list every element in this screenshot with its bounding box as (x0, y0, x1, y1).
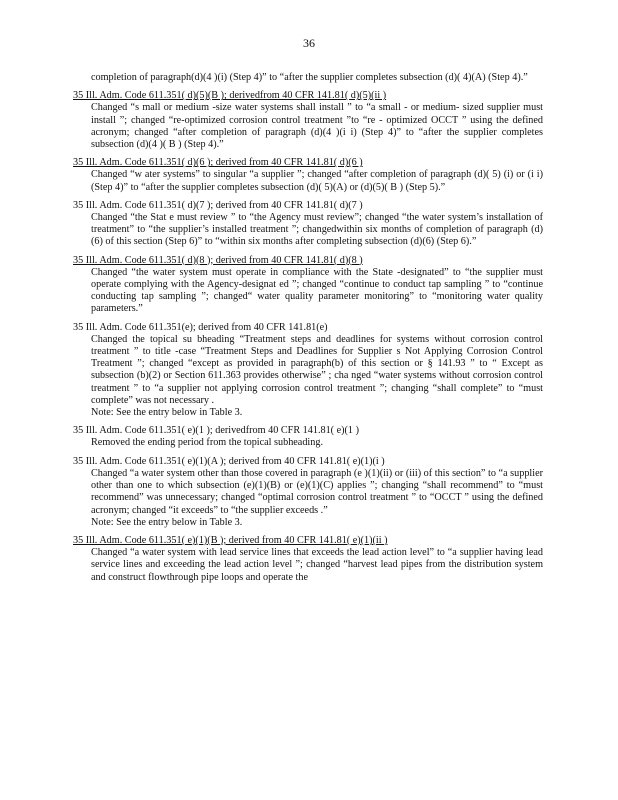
table-entry (73, 90, 543, 151)
entry-body: Changed “a water system other than those covered in paragraph (e )(1)(ii) or (iii) of this section” to “a supplier other than one to which subsection (e)(1)(B) or (e)(1)(C) applies ”; changing “shall recommend” to “must recommend” was unnecessary; changed “optimal corrosion control treatment ” to “OCCT ” using the defined acronym; changed “it exceeds” to “the supplier exceeds .” (91, 467, 543, 516)
entry-body: Changed “a water system with lead service lines that exceeds the lead action level” to “a supplier having lead service lines and exceeding the lead action level ”; changed “harvest lead pipes from the distribution system and construct flowthrough pipe loops and operate the (91, 547, 543, 583)
entry-body: Removed the ending period from the topical subheading. (91, 437, 323, 449)
entry-citation: 35 Ill. Adm. Code 611.351( d)(5)(B ); derivedfrom 40 CFR 141.81( d)(5)(ii ) (73, 90, 387, 102)
entry-citation: 35 Ill. Adm. Code 611.351( d)(6 ); derived from 40 CFR 141.81( d)(6 ) (73, 157, 363, 169)
table-entry (73, 535, 543, 584)
table-entry (73, 456, 543, 529)
table-entry (73, 425, 543, 449)
continuation-text: completion of paragraph(d)(4 )(i) (Step 4)” to “after the supplier completes subsection (d)( 4)(A) (Step 4).” (91, 72, 528, 83)
table-entry (73, 157, 543, 194)
entry-list (73, 90, 543, 584)
table-entry (73, 200, 543, 249)
entry-citation: 35 Ill. Adm. Code 611.351(e); derived from 40 CFR 141.81(e) (73, 321, 328, 333)
entry-note: Note: See the entry below in Table 3. (91, 407, 243, 419)
entry-note: Note: See the entry below in Table 3. (91, 516, 243, 528)
entry-citation: 35 Ill. Adm. Code 611.351( e)(1)(B ); derived from 40 CFR 141.81( e)(1)(ii ) (73, 534, 388, 546)
page-content (73, 72, 543, 584)
entry-citation: 35 Ill. Adm. Code 611.351( d)(7 ); derived from 40 CFR 141.81( d)(7 ) (73, 199, 363, 211)
entry-body: Changed the topical su bheading “Treatment steps and deadlines for systems without corrosion control treatment ” to title -case “Treatment Steps and Deadlines for Supplier s Not Applying Corrosion Control Treatment ”; changed “except as provided in paragraph(b) of this section or § 141.93 ” to “ Except as subsection (b)(2) or Section 611.363 provides otherwise” ; cha nged “water systems without corrosion control treatment ” to “a supplier not applying corrosion control treatment ”; changing “shall complete” to “must complete” was not necessary . (91, 333, 543, 406)
page-number: 36 (303, 36, 315, 50)
entry-body: Changed “the water system must operate in compliance with the State -designated” to “the supplier must operate complying with the Agency-designat ed ”; changed “continue to conduct tap sampling ” to “continue conducting tap sampling ”; changed“ water quality parameter monitoring” to “monitoring water quality parameters.” (91, 266, 543, 315)
entry-citation: 35 Ill. Adm. Code 611.351( d)(8 ); derived from 40 CFR 141.81( d)(8 ) (73, 254, 363, 266)
entry-body: Changed “s mall or medium -size water systems shall install ” to “a small - or medium- sized supplier must install ”; changed “re-optimized corrosion control treatment ”to “re - optimized OCCT ” using the defined acronym; changed “after completion of paragraph (d)(4 )(i i) (Step 4)” to “after the supplier completes subsection (d)(4 )( B ) (Step 4).” (91, 102, 543, 151)
table-entry (73, 255, 543, 316)
table-entry (73, 322, 543, 420)
entry-citation: 35 Ill. Adm. Code 611.351( e)(1)(A ); derived from 40 CFR 141.81( e)(1)(i ) (73, 455, 385, 467)
entry-body: Changed “w ater systems” to singular “a supplier ”; changed “after completion of paragraph (d)( 5) (i) or (i i) (Step 4)” to “after the supplier completes subsection (d)( 5)(A) or (d)(5)( B ) (Step 5).” (91, 169, 543, 193)
entry-body: Changed “the Stat e must review ” to “the Agency must review”; changed “the water system’s installation of treatment” to “the supplier’s installed treatment ”; changedwithin six months of completion of paragraph (d)(6) of this section (Step 6)” to “within six months after completing subsection (d)(6) (Step 6).” (91, 212, 543, 248)
entry-citation: 35 Ill. Adm. Code 611.351( e)(1 ); derivedfrom 40 CFR 141.81( e)(1 ) (73, 425, 359, 437)
